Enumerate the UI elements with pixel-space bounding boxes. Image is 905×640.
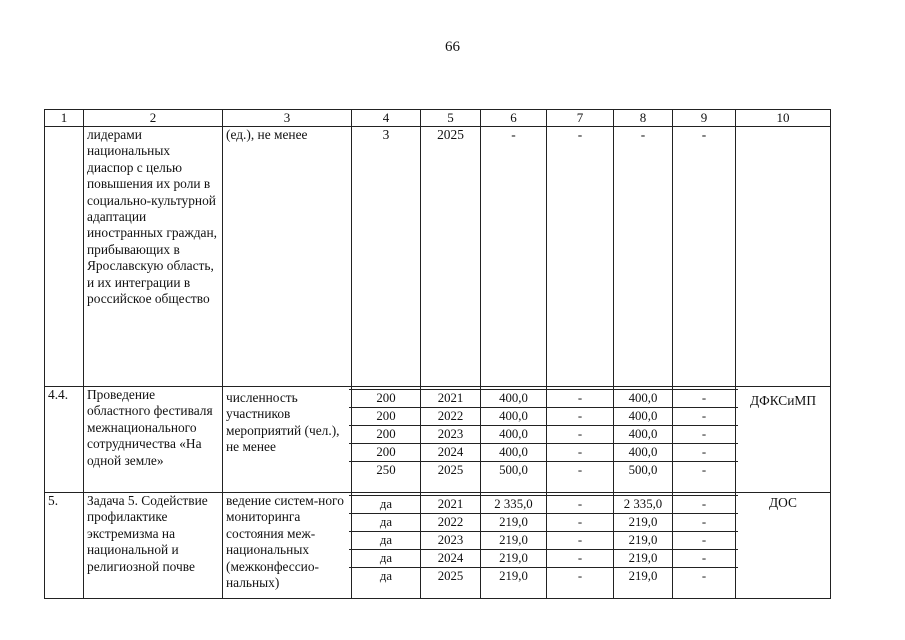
indicator-text: (ед.), не менее (223, 127, 352, 387)
year: 2024 (418, 444, 483, 462)
funding-col9: - (670, 550, 738, 568)
col-header: 2 (84, 110, 223, 127)
funding-col9: - (673, 127, 736, 387)
year: 2024 (418, 550, 483, 568)
column-numbers-row (45, 110, 831, 127)
funding-col7: - (544, 532, 616, 550)
funding-col9: - (670, 390, 738, 408)
total-funding: 2 335,0 (478, 496, 549, 514)
funding-col7: - (544, 390, 616, 408)
executor: ДОС (736, 493, 831, 599)
funding-col9: - (670, 532, 738, 550)
funding-col8: - (614, 127, 673, 387)
col-header: 1 (45, 110, 84, 127)
funding-col8: 2 335,0 (611, 496, 675, 514)
row-number: 5. (45, 493, 84, 599)
funding-col7: - (544, 514, 616, 532)
funding-col8: 219,0 (611, 532, 675, 550)
col-header: 7 (547, 110, 614, 127)
task-text: Проведение областного фестиваля межнационального сотрудничества «На одной земле» (84, 387, 223, 493)
indicator-value: 200 (349, 426, 423, 444)
total-funding: 219,0 (478, 514, 549, 532)
program-table (44, 109, 831, 599)
funding-col9: - (670, 426, 738, 444)
task-text: Задача 5. Содействие профилактике экстремизма на национальной и религиозной почве (84, 493, 223, 599)
col-header: 3 (223, 110, 352, 127)
funding-col7: - (544, 444, 616, 462)
year: 2025 (437, 569, 464, 583)
year: 2021 (418, 390, 483, 408)
indicator-value: да (379, 569, 393, 583)
funding-col9: - (701, 569, 707, 583)
funding-col7: - (577, 463, 583, 477)
row-number (45, 127, 84, 387)
col-header: 4 (352, 110, 421, 127)
indicator-value: да (349, 514, 423, 532)
funding-col9: - (670, 496, 738, 514)
col-header: 8 (614, 110, 673, 127)
funding-col8: 219,0 (628, 569, 658, 583)
funding-col7: - (544, 550, 616, 568)
task-text: лидерами национальных диаспор с целью повышения их роли в социально-культурной адаптации иностранных граждан, прибывающих в Ярославскую область, и их интеграции в российское общество (84, 127, 223, 387)
indicator-value: да (349, 496, 423, 514)
funding-col8: 219,0 (611, 514, 675, 532)
funding-col7: - (577, 569, 583, 583)
year: 2025 (421, 127, 481, 387)
funding-col8: 400,0 (611, 426, 675, 444)
total-funding: 219,0 (478, 532, 549, 550)
total-funding: 219,0 (499, 569, 528, 583)
total-funding: - (481, 127, 547, 387)
total-funding: 400,0 (478, 390, 549, 408)
funding-col8: 400,0 (611, 390, 675, 408)
total-funding: 500,0 (499, 463, 528, 477)
year: 2023 (418, 532, 483, 550)
indicator-value: да (349, 532, 423, 550)
year: 2022 (418, 514, 483, 532)
funding-col7: - (544, 496, 616, 514)
indicator-value: 200 (349, 408, 423, 426)
year: 2023 (418, 426, 483, 444)
funding-col9: - (670, 444, 738, 462)
indicator-text: численность участников мероприятий (чел.), не менее (223, 387, 352, 493)
total-funding: 400,0 (478, 426, 549, 444)
funding-col9: - (670, 408, 738, 426)
col-header: 5 (421, 110, 481, 127)
executor: ДФКСиМП (736, 387, 831, 493)
funding-col8: 400,0 (611, 408, 675, 426)
indicator-text: ведение систем-ного мониторинга состояния меж-национальных (межконфессио-нальных) (223, 493, 352, 599)
page-number: 66 (445, 39, 460, 55)
funding-col9: - (670, 514, 738, 532)
year: 2022 (418, 408, 483, 426)
funding-col9: - (701, 463, 707, 477)
indicator-value: 200 (349, 390, 423, 408)
table-row (45, 387, 831, 493)
col-header: 10 (736, 110, 831, 127)
executor (736, 127, 831, 387)
funding-col8: 400,0 (611, 444, 675, 462)
table-row (45, 493, 831, 599)
indicator-value: 3 (352, 127, 421, 387)
total-funding: 400,0 (478, 408, 549, 426)
funding-col7: - (544, 426, 616, 444)
funding-col7: - (544, 408, 616, 426)
col-header: 9 (673, 110, 736, 127)
year: 2021 (418, 496, 483, 514)
total-funding: 400,0 (478, 444, 549, 462)
total-funding: 219,0 (478, 550, 549, 568)
funding-col8: 219,0 (611, 550, 675, 568)
row-number: 4.4. (45, 387, 84, 493)
funding-col8: 500,0 (628, 463, 658, 477)
funding-col7: - (547, 127, 614, 387)
indicator-value: 200 (349, 444, 423, 462)
year: 2025 (437, 463, 464, 477)
indicator-value: да (349, 550, 423, 568)
table-row (45, 127, 831, 387)
indicator-value: 250 (376, 463, 396, 477)
col-header: 6 (481, 110, 547, 127)
